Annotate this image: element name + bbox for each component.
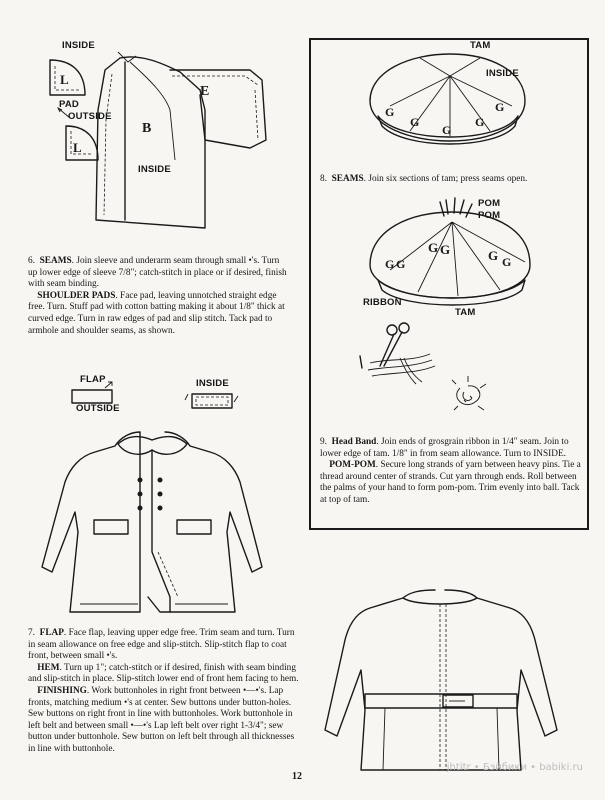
tam-sections-illustration <box>350 46 550 166</box>
label-tam-2: TAM <box>455 307 476 318</box>
tam-g-3: G <box>442 123 452 137</box>
step-8-text: 8. SEAMS. Join six sections of tam; press seams open. <box>320 174 528 184</box>
flap-pieces-illustration <box>60 380 260 420</box>
label-flap-inside: INSIDE <box>196 378 229 389</box>
sleeve-shoulder-pad-illustration <box>0 0 300 250</box>
tam2-g-5: G <box>488 248 499 263</box>
coat-front-illustration <box>40 422 260 622</box>
tam2-g-3: G <box>428 240 439 255</box>
label-pad: PAD <box>59 99 79 110</box>
label-flap: FLAP <box>80 374 106 385</box>
step-7-text: 7. FLAP. Face flap, leaving upper edge free. Trim seam and turn. Turn in seam allowance on free edge and slip-stitch. Slip-stitch flap to coat front, between small •'s. HEM. Turn up 1"; catch-stitch or if desired, finish with seam binding and slip-stitch in place. Slip-stitch lower end of front hem facing to hem. FINISHING. Work buttonholes in right front between •—•'s. Lap fronts, matching medium •'s at center. Sew buttons under button-holes. Sew buttons on right front in line with buttonholes. Work buttonhole in left belt and between small •—•'s Lap left belt over right 1-3/4"; sew button under buttonhole. Sew button on left belt through all thicknesses in line with buttonhole. <box>28 628 299 754</box>
tam-g-1: G <box>385 105 395 119</box>
label-e: E <box>200 84 210 99</box>
label-l-lower: L <box>73 140 82 155</box>
coat-back-illustration <box>325 580 575 780</box>
step-9-text: 9. Head Band. Join ends of grosgrain ribbon in 1/4" seam. Join to lower edge of tam. 1/8" in from seam allowance. Turn to INSIDE. POM-POM. Secure long strands of yarn between heavy pins. Tie a thread around center of strands. Cut yarn through ends. Roll between the palms of your hand to form pom-pom. Trim evenly into ball. Tack at top of tam. <box>320 437 581 505</box>
tam-g-5: G <box>495 100 505 114</box>
yarn-pompom-illustration <box>360 318 520 408</box>
step-6-text: 6. SEAMS. Join sleeve and underarm seam through small •'s. Turn up lower edge of sleeve 7/8"; catch-stitch in place or if desired, finish with seam binding. SHOULDER PADS. Face pad, leaving unnotched straight edge free. Turn. Stuff pad with cotton batting making it about 1/8" thick at curved edge. Turn in raw edges of pad and slip stitch. Tack pad to armhole and shoulder seams, as shown. <box>28 256 287 336</box>
label-inside-coat: INSIDE <box>138 164 171 175</box>
tam2-g-1: G <box>385 257 395 271</box>
tam-pompom-illustration <box>360 200 560 310</box>
label-pompom-2: POM <box>478 210 501 221</box>
label-ribbon: RIBBON <box>363 297 402 308</box>
page-number: 12 <box>292 771 302 782</box>
label-inside-tam: INSIDE <box>486 68 519 79</box>
tam-g-4: G <box>475 115 485 129</box>
label-b: B <box>142 121 152 136</box>
label-outside-pad: OUTSIDE <box>68 111 112 122</box>
label-tam: TAM <box>470 40 491 51</box>
label-flap-outside: OUTSIDE <box>76 403 120 414</box>
label-inside-top: INSIDE <box>62 40 95 51</box>
label-l-upper: L <box>60 72 69 87</box>
watermark-text: jhtitr • Бэйбики • babiki.ru <box>446 762 583 773</box>
tam-g-2: G <box>410 115 420 129</box>
tam2-g-4: G <box>440 242 451 257</box>
label-pompom-1: POM <box>478 198 501 209</box>
tam2-g-6: G <box>502 255 512 269</box>
tam2-g-2: G <box>396 257 406 271</box>
